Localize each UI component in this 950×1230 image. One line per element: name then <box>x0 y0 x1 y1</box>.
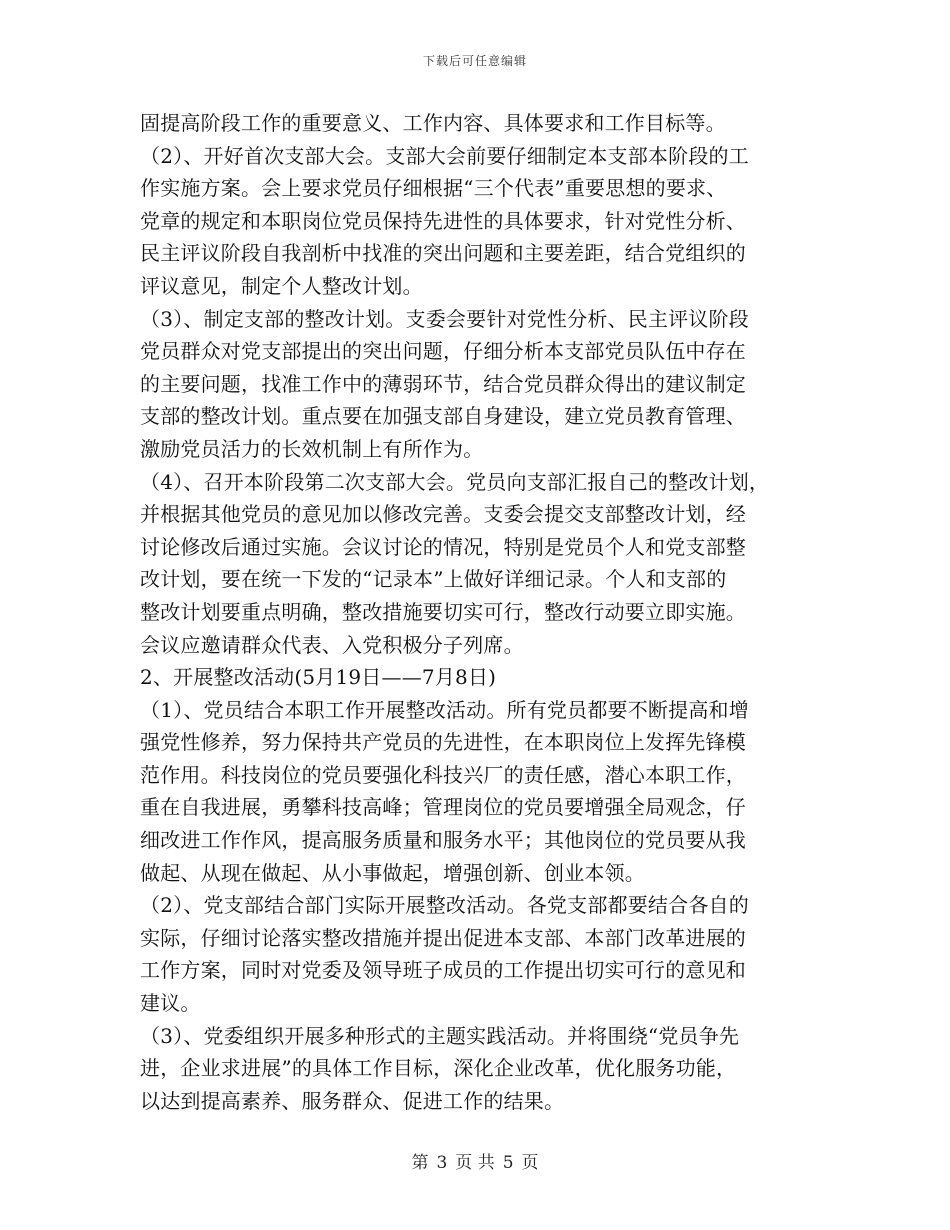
body-line: （1）、党员结合本职工作开展整改活动。所有党员都要不断提高和增 <box>140 697 749 722</box>
body-line: 整改计划要重点明确，整改措施要切实可行，整改行动要立即实施。 <box>140 599 746 624</box>
body-line: 讨论修改后通过实施。会议讨论的情况，特别是党员个人和党支部整 <box>140 534 746 559</box>
body-line: 的主要问题，找准工作中的薄弱环节，结合党员群众得出的建议制定 <box>140 371 746 396</box>
body-line: （3）、党委组织开展多种形式的主题实践活动。并将围绕“党员争先 <box>140 1023 740 1048</box>
body-line: 会议应邀请群众代表、入党积极分子列席。 <box>140 632 524 657</box>
page-header: 下载后可任意编辑 <box>422 54 527 68</box>
body-line: 以达到提高素养、服务群众、促进工作的结果。 <box>140 1088 565 1113</box>
body-line: 党员群众对党支部提出的突出问题，仔细分析本支部党员队伍中存在 <box>140 339 746 364</box>
footer-prefix: 第 <box>411 1153 429 1173</box>
body-line: 工作方案，同时对党委及领导班子成员的工作提出切实可行的意见和 <box>140 958 746 983</box>
body-line: 细改进工作作风，提高服务质量和服务水平；其他岗位的党员要从我 <box>140 828 746 853</box>
body-line: （3）、制定支部的整改计划。支委会要针对党性分析、民主评议阶段 <box>140 306 749 331</box>
body-line: 党章的规定和本职岗位党员保持先进性的具体要求，针对党性分析、 <box>140 208 746 233</box>
footer-suffix: 页 <box>521 1153 539 1173</box>
body-line: 改计划，要在统一下发的“记录本”上做好详细记录。个人和支部的 <box>140 567 727 592</box>
body-line: 建议。 <box>140 991 201 1016</box>
body-line: 进，企业求进展”的具体工作目标，深化企业改革，优化服务功能， <box>140 1056 737 1081</box>
body-line: 评议意见，制定个人整改计划。 <box>140 273 423 298</box>
body-line: 固提高阶段工作的重要意义、工作内容、具体要求和工作目标等。 <box>140 111 726 135</box>
body-line: 并根据其他党员的意见加以修改完善。支委会提交支部整改计划，经 <box>140 502 746 527</box>
document-body <box>140 107 830 1117</box>
page-footer <box>0 1148 950 1173</box>
body-line: （2）、开好首次支部大会。支部大会前要仔细制定本支部本阶段的工 <box>140 143 749 168</box>
footer-middle: 页 共 <box>455 1153 495 1173</box>
body-line: 做起、从现在做起、从小事做起，增强创新、创业本领。 <box>140 860 645 885</box>
body-line: 强党性修养，努力保持共产党员的先进性，在本职岗位上发挥先锋模 <box>140 730 746 755</box>
body-line: 范作用。科技岗位的党员要强化科技兴厂的责任感，潜心本职工作， <box>140 762 746 787</box>
body-line: 激励党员活力的长效机制上有所作为。 <box>140 436 484 461</box>
body-line: 作实施方案。会上要求党员仔细根据“三个代表”重要思想的要求、 <box>140 176 727 201</box>
body-line: 民主评议阶段自我剖析中找准的突出问题和主要差距，结合党组织的 <box>140 241 746 266</box>
body-line: 支部的整改计划。重点要在加强支部自身建设，建立党员教育管理、 <box>140 404 746 429</box>
body-line: 重在自我进展，勇攀科技高峰；管理岗位的党员要增强全局观念，仔 <box>140 795 746 820</box>
body-line: 实际，仔细讨论落实整改措施并提出促进本支部、本部门改革进展的 <box>140 925 746 950</box>
current-page-number: 3 <box>436 1153 448 1173</box>
body-line: （2）、党支部结合部门实际开展整改活动。各党支部都要结合各自的 <box>140 893 749 918</box>
section-heading: 2、开展整改活动(5月19日——7月8日) <box>140 665 497 690</box>
total-pages-number: 5 <box>502 1153 514 1173</box>
body-line: （4）、召开本阶段第二次支部大会。党员向支部汇报自己的整改计划， <box>140 469 770 494</box>
